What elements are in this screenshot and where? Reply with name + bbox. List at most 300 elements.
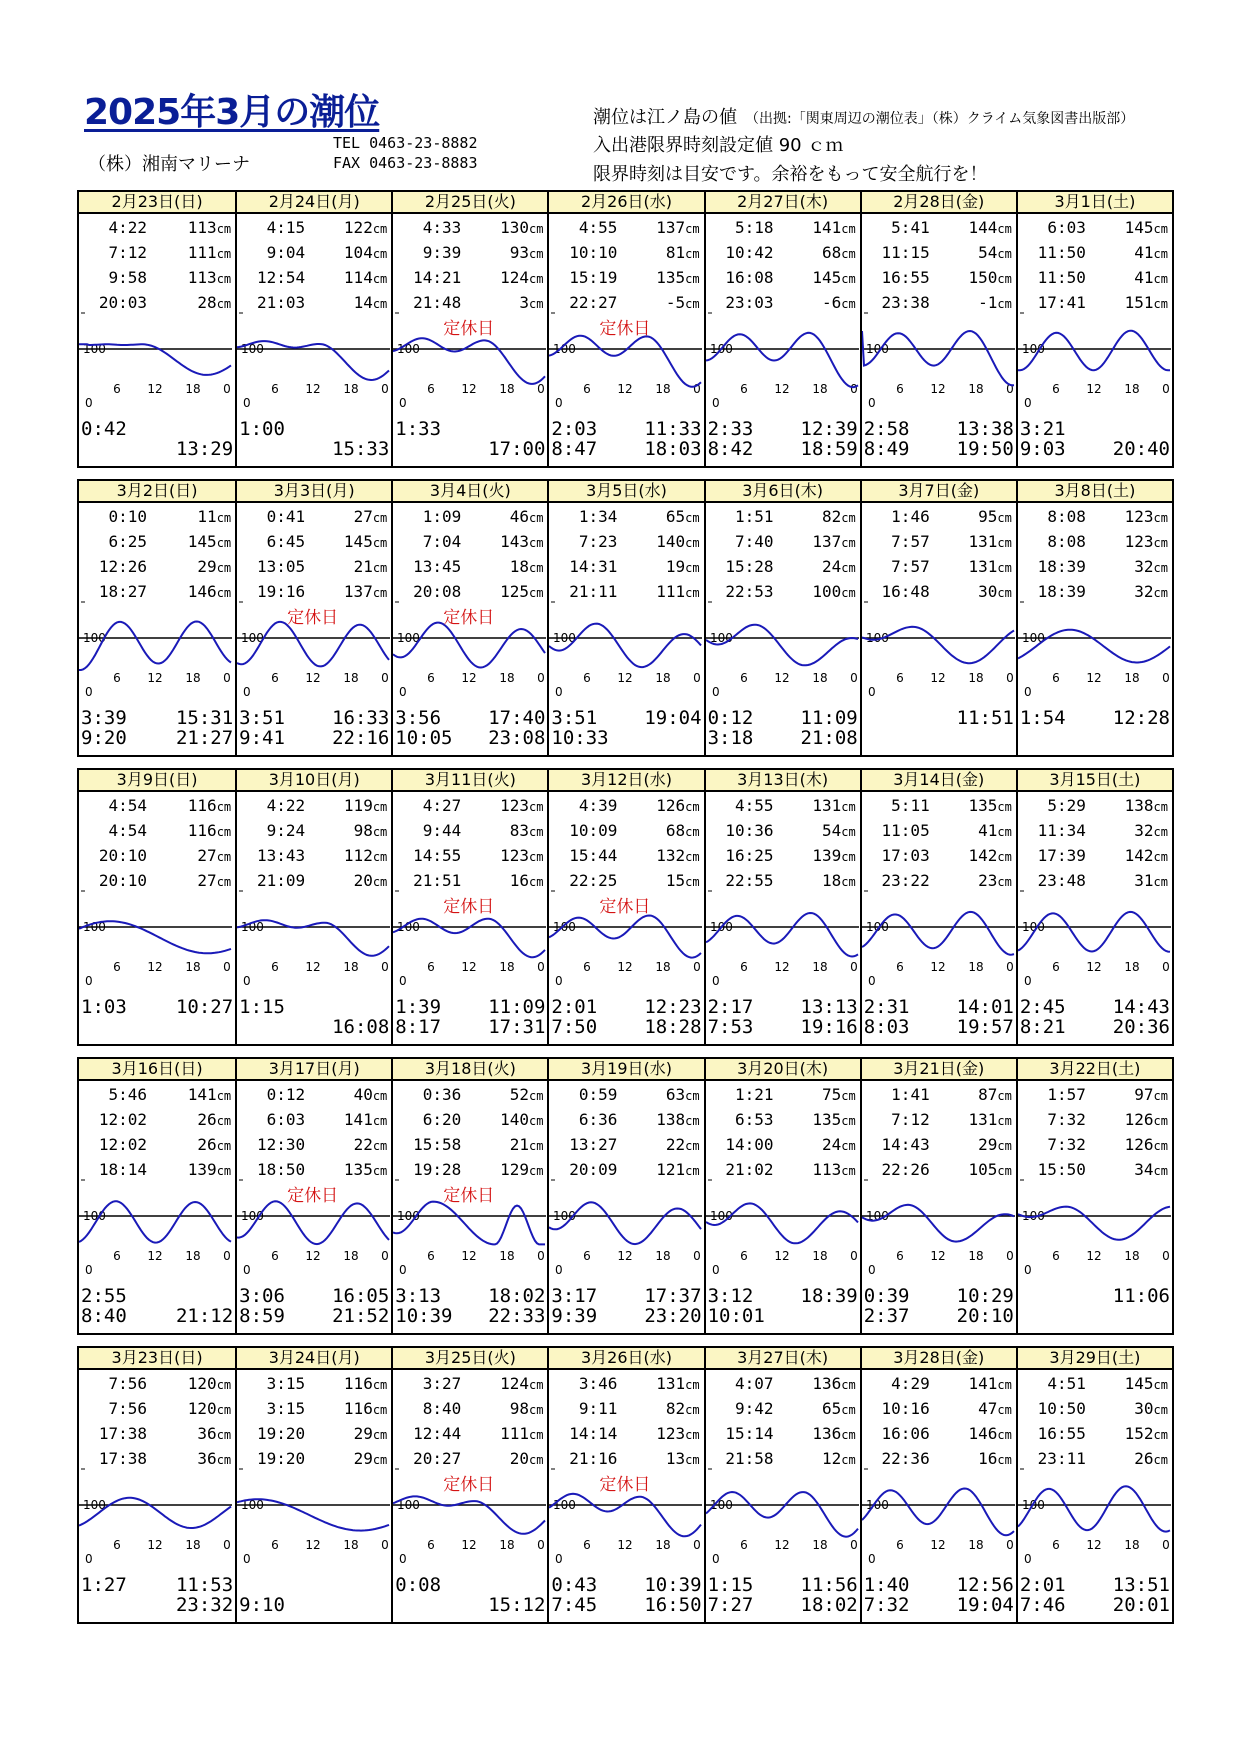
day-cell <box>860 1059 1016 1333</box>
tide-row <box>710 1133 856 1158</box>
day-cell <box>235 1348 391 1622</box>
chart-tick-label: 18 <box>811 1538 828 1552</box>
chart-tick-label: 100 <box>709 920 733 934</box>
tide-time: 18:27 <box>98 582 147 601</box>
chart-tick-label: 12 <box>1086 382 1102 396</box>
limit-times-right <box>1113 997 1170 1037</box>
tide-height <box>461 530 543 555</box>
tide-row <box>241 819 387 844</box>
limit-time: 7:45 <box>551 1594 598 1616</box>
tide-row <box>1022 505 1168 530</box>
tide-row <box>1022 530 1168 555</box>
tide-height <box>1086 1083 1168 1108</box>
tide-row <box>710 1108 856 1133</box>
tide-chart <box>706 887 859 991</box>
tide-list <box>79 1081 235 1179</box>
tide-height <box>147 819 231 844</box>
tide-unit: cm <box>528 1453 544 1467</box>
day-cell <box>1016 1348 1172 1622</box>
tide-height-value: 23 <box>978 871 998 890</box>
tide-time: 22:53 <box>725 582 774 601</box>
tide-height-value: 116 <box>343 1374 373 1393</box>
tide-unit: cm <box>216 1164 232 1178</box>
tide-time: 1:51 <box>735 507 774 526</box>
tide-unit: cm <box>685 536 700 550</box>
limit-time <box>395 1595 441 1615</box>
tide-height-value: 137 <box>343 582 373 601</box>
tide-height-value: 135 <box>812 1110 842 1129</box>
tide-height-value: 36 <box>197 1449 217 1468</box>
tide-row <box>241 1083 387 1108</box>
tide-height <box>1086 266 1168 291</box>
limit-time: 9:39 <box>551 1305 598 1327</box>
tide-height-value: 111 <box>500 1424 529 1443</box>
limit-times-left <box>864 419 910 459</box>
chart-tick-label: 18 <box>811 960 828 974</box>
chart-tick-label: 0 <box>1023 396 1032 410</box>
tide-row <box>83 555 231 580</box>
limit-times-left <box>239 419 285 459</box>
limit-time: 0:08 <box>395 1574 442 1596</box>
limit-time: 0:39 <box>863 1285 910 1307</box>
tide-time: 16:55 <box>881 268 930 287</box>
tide-height-value: 143 <box>500 532 529 551</box>
source-text: （出拠:「関東周辺の潮位表」（株）クライム気象図書出版部） <box>745 111 1135 127</box>
chart-tick-label: 100 <box>397 342 421 356</box>
chart-tick-label: 12 <box>930 671 946 685</box>
chart-tick-label: 0 <box>537 1538 546 1552</box>
tide-height <box>1086 1133 1168 1158</box>
tide-height-value: 116 <box>343 1399 373 1418</box>
tide-height <box>305 241 387 266</box>
tide-row <box>866 505 1012 530</box>
limit-times-left <box>395 1575 441 1615</box>
tide-height <box>617 1422 699 1447</box>
tide-chart <box>862 1465 1015 1569</box>
chart-tick-label: 0 <box>1023 685 1032 699</box>
tide-source-note <box>593 103 1134 129</box>
limit-time: 21:12 <box>175 1305 234 1327</box>
chart-tick-label: 0 <box>399 685 407 699</box>
limit-time: 11:51 <box>956 707 1014 729</box>
tide-curve <box>79 622 231 671</box>
limit-time <box>395 439 441 459</box>
tide-row <box>397 1372 543 1397</box>
tide-height-value: 152 <box>1124 1424 1154 1443</box>
tide-unit: cm <box>372 1114 388 1128</box>
limit-time: 23:08 <box>488 727 546 749</box>
tide-unit: cm <box>997 825 1012 839</box>
limit-times-left <box>1020 708 1066 748</box>
chart-tick-label: 12 <box>305 671 321 685</box>
tide-time: 19:28 <box>413 1160 462 1179</box>
tide-time: 7:12 <box>891 1110 930 1129</box>
chart-tick-label: 12 <box>461 960 477 974</box>
tide-chart <box>549 1176 702 1280</box>
limit-time: 3:12 <box>707 1285 754 1307</box>
limit-time: 20:40 <box>1112 438 1170 460</box>
tide-time: 22:27 <box>569 293 618 312</box>
closed-day-label: 定休日 <box>443 319 495 339</box>
tide-height <box>147 266 231 291</box>
chart-tick-label: 0 <box>399 974 407 988</box>
tide-height <box>774 555 856 580</box>
tide-height-value: 140 <box>656 532 686 551</box>
chart-tick-label: 100 <box>241 342 265 356</box>
limit-time: 11:56 <box>800 1574 858 1596</box>
tide-row <box>83 1083 231 1108</box>
chart-tick-label: 6 <box>583 382 592 396</box>
tide-height-value: 138 <box>1124 796 1154 815</box>
tide-height-value: 142 <box>968 846 998 865</box>
tide-unit: cm <box>372 1403 388 1417</box>
chart-tick-label: 100 <box>865 1498 889 1512</box>
tide-height <box>930 819 1012 844</box>
limit-time: 19:04 <box>644 707 702 729</box>
tide-height <box>305 1083 387 1108</box>
tide-height-value: 83 <box>509 821 529 840</box>
chart-tick-label: 18 <box>185 1538 201 1552</box>
tide-calendar <box>77 190 1174 1635</box>
tide-row <box>397 794 543 819</box>
tide-time: 7:57 <box>891 532 930 551</box>
tide-time: 12:44 <box>413 1424 462 1443</box>
day-cell <box>235 192 391 466</box>
tide-row <box>866 266 1012 291</box>
chart-tick-label: 12 <box>147 382 163 396</box>
tide-unit: cm <box>372 1453 388 1467</box>
tide-unit: cm <box>997 1139 1012 1153</box>
tide-time: 8:08 <box>1047 532 1086 551</box>
tide-height-value: 68 <box>665 821 686 840</box>
tide-list <box>549 1081 703 1179</box>
day-date: 3月7日(金) <box>862 481 1016 503</box>
tide-time: 4:33 <box>422 218 462 237</box>
day-date: 3月28日(金) <box>862 1348 1016 1370</box>
limit-time: 12:56 <box>956 1574 1014 1596</box>
chart-tick-label: 0 <box>711 974 720 988</box>
tide-time: 6:45 <box>266 532 306 551</box>
limit-time: 18:03 <box>644 438 702 460</box>
chart-tick-label: 0 <box>555 974 564 988</box>
tide-height <box>305 555 387 580</box>
day-cell <box>860 770 1016 1044</box>
chart-tick-label: 12 <box>773 382 790 396</box>
tide-time: 13:43 <box>256 846 306 865</box>
tide-height-value: 21 <box>353 557 373 576</box>
limit-time: 16:50 <box>644 1594 702 1616</box>
tide-unit: cm <box>997 800 1012 814</box>
tide-height-value: 22 <box>353 1135 373 1154</box>
tide-time: 17:41 <box>1037 293 1086 312</box>
closed-day-label: 定休日 <box>287 1186 339 1206</box>
tide-height <box>617 1133 699 1158</box>
tide-time: 4:54 <box>108 821 147 840</box>
chart-tick-label: 0 <box>849 960 858 974</box>
tide-height-value: 139 <box>187 1160 217 1179</box>
tide-row <box>553 216 699 241</box>
tide-height <box>617 266 699 291</box>
chart-tick-label: 0 <box>693 1538 702 1552</box>
tide-height <box>774 1422 856 1447</box>
limit-time: 2:01 <box>551 996 598 1018</box>
limit-time: 11:33 <box>644 418 702 440</box>
tide-time: 5:41 <box>891 218 930 237</box>
tide-height-value: 82 <box>665 1399 686 1418</box>
chart-tick-label: 18 <box>655 1249 672 1263</box>
chart-tick-label: 18 <box>343 382 359 396</box>
tide-time: 21:16 <box>569 1449 618 1468</box>
limit-time: 12:28 <box>1112 707 1170 729</box>
tide-time: 18:39 <box>1037 557 1086 576</box>
tide-unit: cm <box>1153 800 1168 814</box>
tide-unit: cm <box>528 1139 544 1153</box>
day-date: 3月1日(土) <box>1018 192 1172 214</box>
tide-time: 9:39 <box>422 243 462 262</box>
tide-list <box>549 792 703 890</box>
tide-height <box>1086 555 1168 580</box>
limit-time: 1:15 <box>707 1574 754 1596</box>
tide-unit: cm <box>528 1428 544 1442</box>
tide-height-value: -5 <box>665 293 686 312</box>
limit-time: 10:39 <box>395 1305 453 1327</box>
tide-height-value: 141 <box>968 1374 998 1393</box>
tide-height-value: 29 <box>353 1449 373 1468</box>
chart-tick-label: 12 <box>461 671 477 685</box>
tide-row <box>83 1422 231 1447</box>
tide-height-value: 104 <box>343 243 373 262</box>
tide-row <box>866 530 1012 555</box>
tide-row <box>1022 1372 1168 1397</box>
chart-tick-label: 0 <box>223 1249 231 1263</box>
limit-time: 18:28 <box>644 1016 702 1038</box>
limit-time: 20:10 <box>956 1305 1014 1327</box>
limit-time <box>176 1286 233 1306</box>
limit-time: 11:09 <box>488 996 546 1018</box>
chart-tick-label: 6 <box>895 1538 904 1552</box>
tide-list <box>237 503 391 601</box>
tide-list <box>79 214 235 312</box>
limit-time: 7:46 <box>1019 1594 1066 1616</box>
tide-row <box>866 555 1012 580</box>
chart-tick-label: 100 <box>865 1209 889 1223</box>
day-cell <box>1016 1059 1172 1333</box>
limit-times-right <box>176 708 233 748</box>
limit-time: 10:27 <box>175 996 234 1018</box>
tide-time: 20:03 <box>98 293 147 312</box>
tide-row <box>866 819 1012 844</box>
tide-height-value: 29 <box>353 1424 373 1443</box>
tide-height-value: 121 <box>656 1160 686 1179</box>
tide-height <box>930 1397 1012 1422</box>
tide-height-value: 123 <box>500 796 529 815</box>
chart-tick-label: 12 <box>617 382 634 396</box>
tide-unit: cm <box>997 1453 1012 1467</box>
tide-row <box>83 216 231 241</box>
tide-time: 3:15 <box>266 1399 306 1418</box>
tide-unit: cm <box>685 561 700 575</box>
tide-time: 20:27 <box>413 1449 462 1468</box>
chart-tick-label: 0 <box>711 1552 720 1566</box>
tide-time: 3:27 <box>422 1374 462 1393</box>
day-cell <box>860 481 1016 755</box>
chart-tick-label: 6 <box>583 1538 592 1552</box>
closed-day-label: 定休日 <box>443 1475 495 1495</box>
limit-times-right <box>176 419 233 459</box>
tide-height <box>930 266 1012 291</box>
tide-row <box>1022 794 1168 819</box>
limit-times-left <box>81 1286 127 1326</box>
tide-time: 20:09 <box>569 1160 618 1179</box>
limit-time <box>488 419 545 439</box>
tide-unit: cm <box>372 561 388 575</box>
tide-time: 8:08 <box>1047 507 1086 526</box>
limit-time: 12:39 <box>800 418 858 440</box>
chart-tick-label: 18 <box>968 382 984 396</box>
chart-tick-label: 0 <box>1023 974 1032 988</box>
tide-height <box>147 241 231 266</box>
tide-height <box>1086 505 1168 530</box>
tide-time: 21:09 <box>256 871 306 890</box>
tide-time: 9:11 <box>578 1399 618 1418</box>
tide-height <box>147 216 231 241</box>
tide-height <box>617 530 699 555</box>
tide-row <box>397 266 543 291</box>
tide-height-value: 13 <box>665 1449 686 1468</box>
chart-tick-label: 100 <box>553 920 577 934</box>
chart-tick-label: 12 <box>617 671 634 685</box>
limit-time <box>957 728 1014 748</box>
tide-time: 11:15 <box>881 243 930 262</box>
tide-unit: cm <box>685 1403 700 1417</box>
tide-height-value: 75 <box>821 1085 842 1104</box>
tide-list <box>706 503 860 601</box>
tide-row <box>710 844 856 869</box>
tide-time: 15:58 <box>413 1135 462 1154</box>
chart-tick-label: 100 <box>83 1209 106 1223</box>
tide-chart <box>862 598 1015 702</box>
tide-time: 7:40 <box>735 532 774 551</box>
tide-list <box>393 1370 547 1468</box>
tide-height <box>774 819 856 844</box>
chart-tick-label: 18 <box>1124 1249 1140 1263</box>
tide-unit: cm <box>841 825 856 839</box>
limit-times-right <box>644 997 701 1037</box>
closed-day-label: 定休日 <box>599 319 651 339</box>
tide-height <box>305 530 387 555</box>
limit-times-left <box>395 708 452 748</box>
tide-unit: cm <box>1153 222 1168 236</box>
tide-unit: cm <box>372 1089 388 1103</box>
tide-height <box>461 1108 543 1133</box>
day-cell <box>547 481 703 755</box>
limit-time: 7:50 <box>551 1016 598 1038</box>
tide-time: 12:02 <box>98 1135 147 1154</box>
tide-height-value: 145 <box>1124 218 1154 237</box>
limit-times-left <box>551 997 597 1037</box>
chart-tick-label: 100 <box>1021 342 1045 356</box>
tide-row <box>241 505 387 530</box>
tide-height <box>1086 1397 1168 1422</box>
day-date: 3月29日(土) <box>1018 1348 1172 1370</box>
tide-time: 23:03 <box>725 293 774 312</box>
tide-unit: cm <box>216 1403 232 1417</box>
chart-tick-label: 12 <box>773 1538 790 1552</box>
limit-times-right <box>1113 419 1170 459</box>
tide-time: 10:36 <box>725 821 774 840</box>
tide-unit: cm <box>1153 1428 1168 1442</box>
tide-list <box>393 503 547 601</box>
tide-row <box>241 844 387 869</box>
tide-height <box>305 1397 387 1422</box>
tide-time: 16:25 <box>725 846 774 865</box>
tide-height-value: 24 <box>821 1135 842 1154</box>
limit-time: 19:50 <box>956 438 1014 460</box>
day-cell <box>79 192 235 466</box>
day-date: 3月26日(水) <box>549 1348 703 1370</box>
limit-time: 20:36 <box>1112 1016 1170 1038</box>
limit-time: 10:01 <box>707 1305 765 1327</box>
tide-height <box>774 505 856 530</box>
tide-height-value: 68 <box>821 243 842 262</box>
tide-time: 23:22 <box>881 871 930 890</box>
tide-unit: cm <box>685 586 700 600</box>
limit-time: 9:20 <box>81 727 127 749</box>
chart-tick-label: 12 <box>305 1538 321 1552</box>
chart-tick-label: 0 <box>1005 1249 1014 1263</box>
tide-height-value: 139 <box>812 846 842 865</box>
tide-time: 4:54 <box>108 796 147 815</box>
tide-unit: cm <box>841 1089 856 1103</box>
company-name: （株）湘南マリーナ <box>88 154 250 175</box>
tide-time: 4:39 <box>578 796 618 815</box>
tide-unit: cm <box>372 1164 388 1178</box>
limit-time: 16:08 <box>332 1016 390 1038</box>
tide-unit: cm <box>216 875 232 889</box>
tide-height-value: 29 <box>197 557 217 576</box>
tide-unit: cm <box>685 511 700 525</box>
tide-height <box>774 266 856 291</box>
tide-list <box>237 1370 391 1468</box>
tide-unit: cm <box>216 1114 232 1128</box>
tide-unit: cm <box>685 222 700 236</box>
tide-list <box>79 792 235 890</box>
tide-time: 7:04 <box>422 532 462 551</box>
day-date: 2月27日(木) <box>706 192 860 214</box>
tide-time: 10:09 <box>569 821 618 840</box>
limit-time: 19:57 <box>956 1016 1014 1038</box>
day-date: 3月8日(土) <box>1018 481 1172 503</box>
chart-tick-label: 0 <box>85 1263 93 1277</box>
limit-time <box>644 728 701 748</box>
tide-unit: cm <box>1153 850 1168 864</box>
chart-tick-label: 0 <box>1005 960 1014 974</box>
tide-height-value: 54 <box>821 821 842 840</box>
day-cell <box>704 481 860 755</box>
chart-tick-label: 12 <box>1086 671 1102 685</box>
day-date: 3月5日(水) <box>549 481 703 503</box>
tide-time: 20:08 <box>413 582 462 601</box>
tide-height-value: 16 <box>978 1449 998 1468</box>
tide-height <box>930 844 1012 869</box>
tide-chart <box>862 1176 1015 1280</box>
tide-height-value: 131 <box>968 557 998 576</box>
tide-height-value: 126 <box>656 796 686 815</box>
limit-times-left <box>81 997 127 1037</box>
tide-height-value: 20 <box>353 871 373 890</box>
tide-time: 15:44 <box>569 846 618 865</box>
chart-tick-label: 0 <box>867 396 876 410</box>
